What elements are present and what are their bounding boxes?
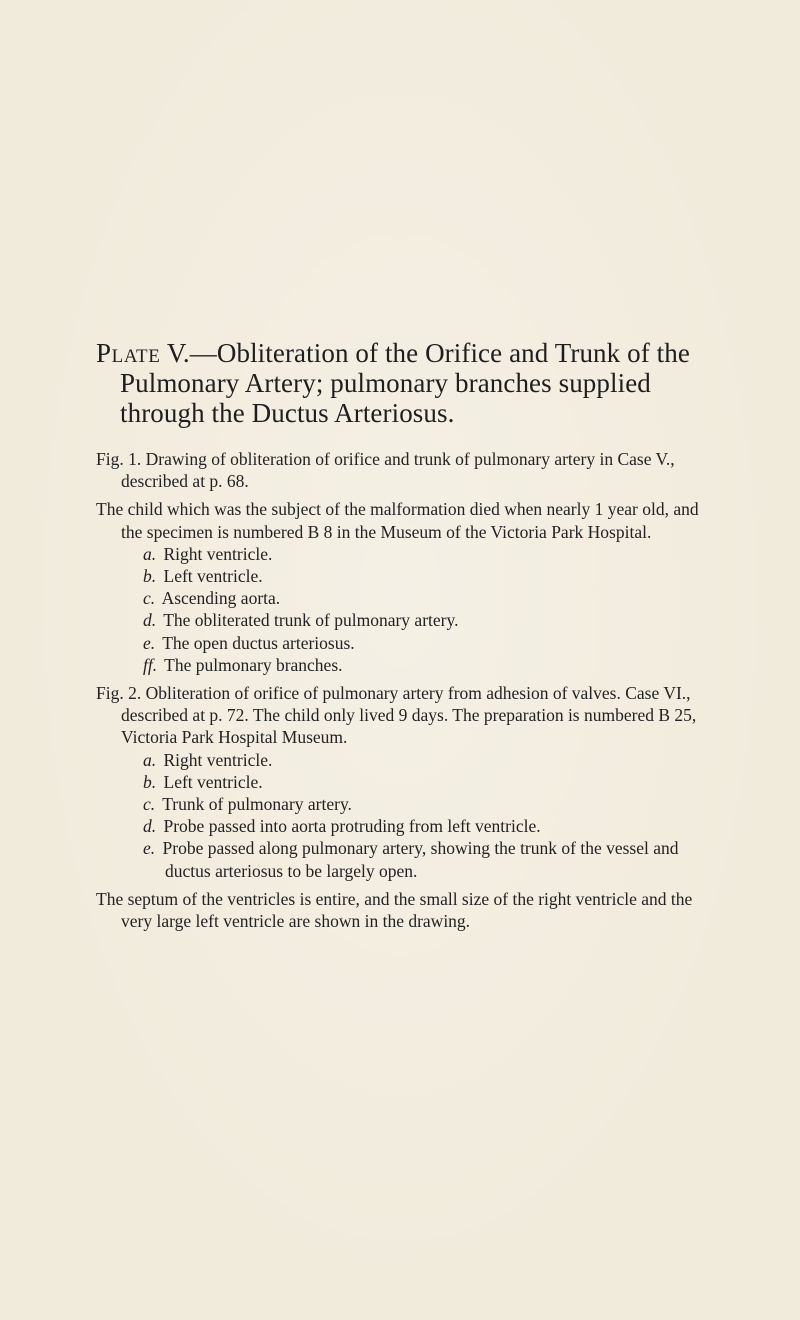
legend-item [143, 543, 716, 565]
fig1-legend [143, 543, 716, 676]
legend-letter: e. [143, 632, 156, 653]
legend-text: Left ventricle. [163, 566, 263, 587]
legend-letter: a. [143, 543, 157, 564]
legend-item [143, 749, 716, 771]
plate-title: V.—Obliteration of the Orifice and Trunk of the Pulmonary Artery; pulmonary branches supplied through the Ductus Arteriosus. [120, 338, 690, 428]
legend-text: The pulmonary branches. [164, 654, 343, 675]
plate-description [96, 338, 716, 932]
legend-item [143, 793, 716, 815]
fig1-paragraph: The child which was the subject of the malformation died when nearly 1 year old, and the specimen is numbered B 8 in the Museum of the Victoria Park Hospital. [96, 499, 699, 542]
legend-letter: a. [143, 749, 157, 770]
legend-letter: c. [143, 794, 156, 815]
legend-text: Probe passed along pulmonary artery, showing the trunk of the vessel and ductus arteriosus to be largely open. [162, 838, 679, 881]
legend-letter: b. [143, 566, 157, 587]
legend-text: Left ventricle. [163, 771, 263, 792]
legend-text: The open ductus arteriosus. [162, 632, 355, 653]
legend-item [143, 565, 716, 587]
fig2-legend [143, 749, 716, 882]
legend-item [143, 654, 716, 676]
fig2-text: Obliteration of orifice of pulmonary artery from adhesion of valves. Case VI., described at p. 72. The child only lived 9 days. The preparation is numbered B 25, Victoria Park Hospital Museum. [121, 683, 697, 748]
legend-item [143, 587, 716, 609]
legend-letter: ff. [143, 654, 158, 675]
closing-paragraph: The septum of the ventricles is entire, and the small size of the right ventricle and the very large left ventricle are shown in the drawing. [96, 888, 693, 932]
legend-letter: d. [143, 610, 157, 631]
fig1-label: Fig. 1. [96, 449, 142, 469]
plate-heading [96, 338, 716, 428]
legend-item [143, 815, 716, 837]
legend-letter: e. [143, 838, 156, 859]
legend-text: The obliterated trunk of pulmonary artery. [163, 610, 459, 631]
legend-text: Right ventricle. [163, 543, 273, 564]
legend-item [143, 609, 716, 631]
legend-letter: b. [143, 771, 157, 792]
fig2-caption [96, 682, 716, 749]
legend-text: Probe passed into aorta protruding from left ventricle. [163, 816, 541, 837]
legend-text: Ascending aorta. [161, 588, 281, 609]
legend-letter: c. [143, 588, 156, 609]
legend-letter: d. [143, 816, 157, 837]
legend-text: Trunk of pulmonary artery. [162, 794, 352, 815]
fig1-text: Drawing of obliteration of orifice and trunk of pulmonary artery in Case V., described at p. 68. [121, 449, 675, 492]
legend-item [143, 837, 716, 881]
plate-label: Plate [96, 338, 161, 368]
legend-item [143, 632, 716, 654]
fig2-label: Fig. 2. [96, 683, 142, 704]
fig1-caption [96, 448, 716, 492]
legend-item [143, 771, 716, 793]
legend-text: Right ventricle. [163, 749, 273, 770]
